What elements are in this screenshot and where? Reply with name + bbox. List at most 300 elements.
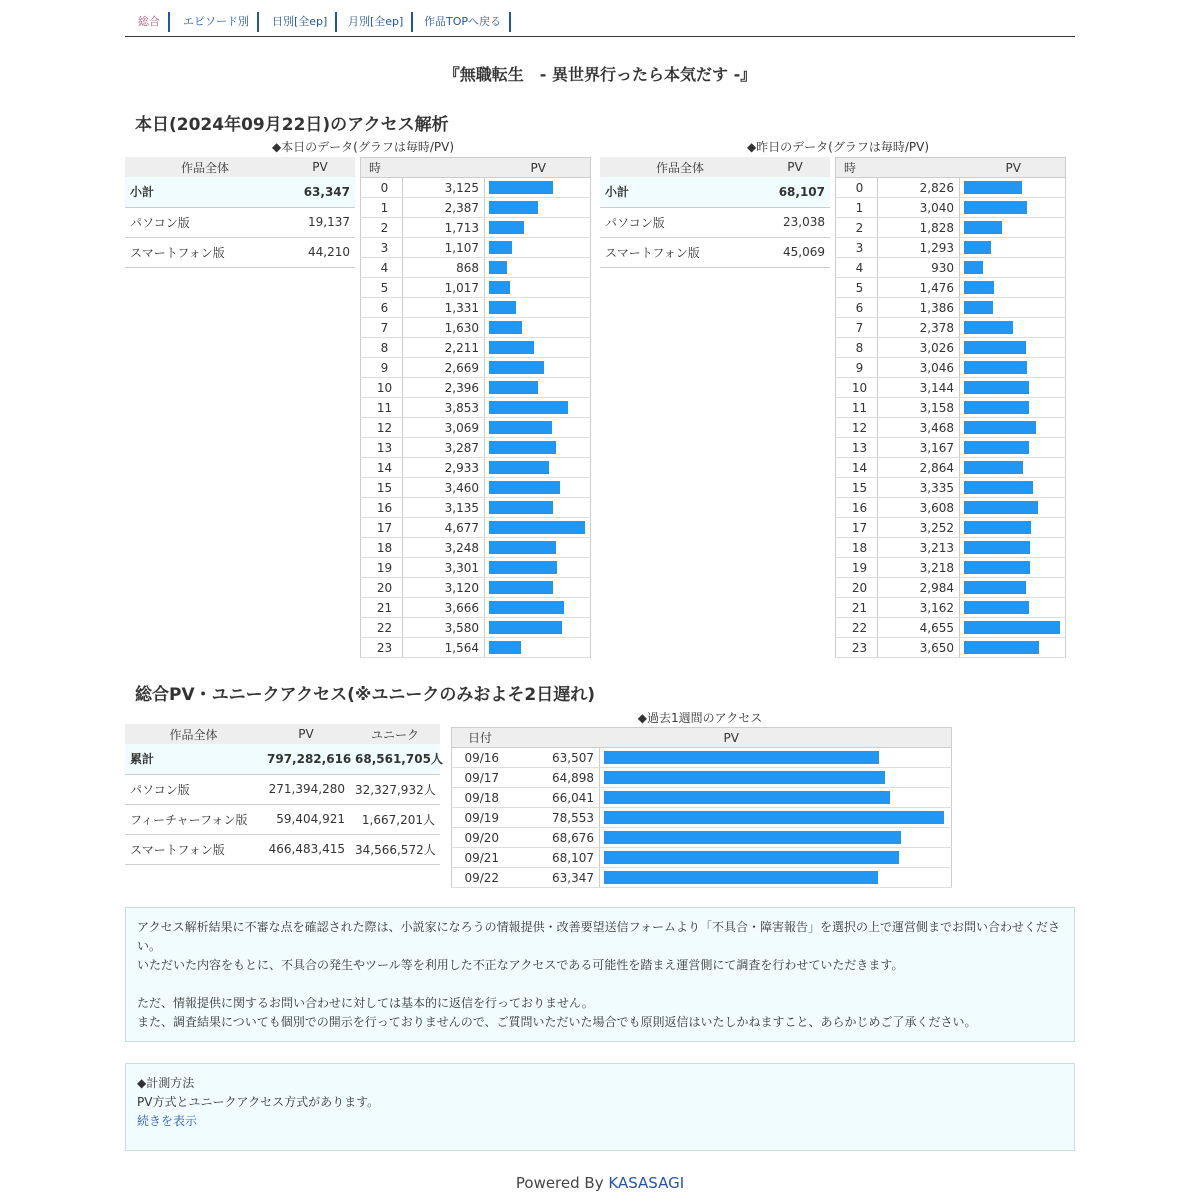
hour-row: [836, 438, 1066, 458]
summary-row-pc: [600, 207, 830, 237]
hour-label: 10: [836, 378, 878, 398]
hour-pv: 1,293: [878, 238, 960, 258]
hour-label: 20: [361, 578, 403, 598]
bar-cell: [600, 868, 952, 888]
week-pv: 68,107: [512, 848, 600, 868]
summary-label: パソコン版: [125, 207, 285, 237]
total-pv: 466,483,415: [262, 834, 350, 864]
summary-label: パソコン版: [600, 207, 760, 237]
pv-bar: [964, 261, 983, 274]
bar-cell: [485, 178, 591, 198]
bar-cell: [960, 598, 1066, 618]
bar-cell: [960, 398, 1066, 418]
hour-pv: 2,826: [878, 178, 960, 198]
summary-header-work: 作品全体: [125, 157, 285, 177]
hour-row: [836, 478, 1066, 498]
pv-bar: [489, 441, 556, 454]
hour-row: [836, 518, 1066, 538]
pv-bar: [489, 301, 516, 314]
hour-label: 2: [361, 218, 403, 238]
today-hourly-table: [360, 157, 591, 658]
hour-row: [361, 618, 591, 638]
bar-cell: [960, 378, 1066, 398]
hour-label: 7: [836, 318, 878, 338]
pv-bar: [489, 421, 552, 434]
hour-pv: 1,386: [878, 298, 960, 318]
hour-pv: 1,107: [403, 238, 485, 258]
bar-cell: [960, 298, 1066, 318]
hour-label: 16: [361, 498, 403, 518]
pv-bar: [964, 381, 1029, 394]
hour-pv: 2,396: [403, 378, 485, 398]
hour-pv: 3,460: [403, 478, 485, 498]
pv-header: PV: [878, 158, 1066, 178]
summary-label: 小計: [125, 177, 285, 207]
pv-bar: [964, 521, 1031, 534]
bar-cell: [485, 618, 591, 638]
hour-pv: 2,984: [878, 578, 960, 598]
total-label: フィーチャーフォン版: [125, 804, 262, 834]
yesterday-hourly-table: [835, 157, 1066, 658]
bar-cell: [485, 478, 591, 498]
hour-pv: 2,933: [403, 458, 485, 478]
hour-label: 22: [836, 618, 878, 638]
week-date: 09/21: [452, 848, 512, 868]
total-pv: 797,282,616: [262, 744, 350, 774]
summary-value: 63,347: [285, 177, 355, 207]
bar-cell: [485, 438, 591, 458]
summary-header-pv: PV: [760, 157, 830, 177]
pv-bar: [964, 241, 991, 254]
hour-row: [361, 478, 591, 498]
hour-label: 11: [836, 398, 878, 418]
hour-row: [361, 518, 591, 538]
hour-row: [361, 358, 591, 378]
bar-cell: [485, 358, 591, 378]
pv-bar: [964, 281, 994, 294]
total-header-unique: ユニーク: [350, 724, 440, 744]
hour-row: [361, 458, 591, 478]
hour-label: 23: [361, 638, 403, 658]
hour-pv: 3,301: [403, 558, 485, 578]
hour-pv: 2,864: [878, 458, 960, 478]
bar-cell: [485, 398, 591, 418]
hour-label: 10: [361, 378, 403, 398]
hour-pv: 1,476: [878, 278, 960, 298]
bar-cell: [485, 258, 591, 278]
pv-bar: [964, 561, 1030, 574]
hour-label: 18: [836, 538, 878, 558]
pv-bar: [489, 241, 512, 254]
hour-pv: 3,144: [878, 378, 960, 398]
hour-pv: 3,162: [878, 598, 960, 618]
pv-bar: [489, 261, 507, 274]
nav-tab-daily[interactable]: 日別[全ep]: [259, 12, 337, 32]
kasasagi-link[interactable]: KASASAGI: [608, 1174, 685, 1192]
hour-pv: 3,069: [403, 418, 485, 438]
pv-bar: [964, 441, 1029, 454]
total-header-pv: PV: [262, 724, 350, 744]
pv-bar: [489, 221, 524, 234]
total-unique: 68,561,705人: [350, 744, 440, 774]
hour-row: [836, 558, 1066, 578]
hour-row: [361, 418, 591, 438]
week-pv: 78,553: [512, 808, 600, 828]
hour-row: [361, 318, 591, 338]
week-date: 09/16: [452, 748, 512, 768]
hour-row: [836, 318, 1066, 338]
hour-label: 20: [836, 578, 878, 598]
pv-bar: [489, 521, 585, 534]
hour-pv: 930: [878, 258, 960, 278]
hour-pv: 2,378: [878, 318, 960, 338]
bar-cell: [960, 518, 1066, 538]
hour-label: 18: [361, 538, 403, 558]
summary-value: 68,107: [760, 177, 830, 207]
week-pv: 63,347: [512, 868, 600, 888]
summary-label: 小計: [600, 177, 760, 207]
method-box: [125, 1063, 1075, 1151]
summary-row-smartphone: [125, 237, 355, 267]
hour-label: 3: [836, 238, 878, 258]
hour-row: [836, 238, 1066, 258]
pv-bar: [604, 771, 885, 784]
pv-header: PV: [403, 158, 591, 178]
summary-value: 23,038: [760, 207, 830, 237]
hour-pv: 1,017: [403, 278, 485, 298]
bar-cell: [960, 498, 1066, 518]
pv-bar: [489, 201, 538, 214]
show-more-link[interactable]: 続きを表示: [137, 1114, 198, 1128]
pv-bar: [964, 461, 1023, 474]
hour-row: [836, 578, 1066, 598]
footer: [0, 1174, 1200, 1192]
week-row: [452, 768, 952, 788]
hour-row: [361, 238, 591, 258]
hour-pv: 3,335: [878, 478, 960, 498]
method-title: ◆計測方法: [137, 1076, 195, 1090]
bar-cell: [960, 318, 1066, 338]
week-header-date: 日付: [452, 728, 512, 748]
bar-cell: [960, 578, 1066, 598]
hour-row: [361, 498, 591, 518]
bar-cell: [485, 518, 591, 538]
bar-cell: [600, 808, 952, 828]
hour-label: 19: [836, 558, 878, 578]
summary-value: 45,069: [760, 237, 830, 267]
bar-cell: [485, 558, 591, 578]
total-summary-table: [125, 724, 443, 865]
hour-row: [836, 498, 1066, 518]
hour-pv: 3,046: [878, 358, 960, 378]
week-date: 09/18: [452, 788, 512, 808]
pv-bar: [964, 581, 1026, 594]
top-nav: [125, 10, 1075, 37]
total-row-featurephone: [125, 804, 440, 834]
hour-pv: 868: [403, 258, 485, 278]
hour-label: 17: [361, 518, 403, 538]
total-unique: 32,327,932人: [350, 774, 440, 804]
hour-row: [836, 398, 1066, 418]
today-summary-table: [125, 157, 355, 268]
nav-tab-overview[interactable]: 総合: [125, 12, 170, 32]
total-section-title: 総合PV・ユニークアクセス(※ユニークのみおよそ2日遅れ): [135, 685, 595, 705]
pv-bar: [964, 641, 1039, 654]
method-text: PV方式とユニークアクセス方式があります。: [137, 1095, 380, 1109]
total-row-cumulative: [125, 744, 440, 774]
pv-bar: [489, 461, 549, 474]
total-header-work: 作品全体: [125, 724, 262, 744]
pv-bar: [964, 301, 993, 314]
hour-label: 14: [361, 458, 403, 478]
hour-pv: 3,650: [878, 638, 960, 658]
week-pv: 63,507: [512, 748, 600, 768]
pv-bar: [604, 811, 944, 824]
bar-cell: [485, 218, 591, 238]
page-title: 『無職転生 - 異世界行ったら本気だす -』: [443, 65, 757, 84]
hour-pv: 3,135: [403, 498, 485, 518]
hour-label: 21: [361, 598, 403, 618]
yesterday-caption: ◆昨日のデータ(グラフは毎時/PV): [746, 140, 930, 154]
week-table: [451, 727, 952, 888]
notice-line: ただ、情報提供に関するお問い合わせに対しては基本的に返信を行っておりません。: [137, 996, 594, 1010]
pv-bar: [604, 751, 879, 764]
pv-bar: [964, 181, 1022, 194]
hour-label: 1: [361, 198, 403, 218]
hour-row: [361, 438, 591, 458]
hour-row: [361, 178, 591, 198]
hour-pv: 3,026: [878, 338, 960, 358]
pv-bar: [604, 871, 878, 884]
bar-cell: [485, 298, 591, 318]
bar-cell: [485, 458, 591, 478]
pv-bar: [964, 621, 1060, 634]
bar-cell: [485, 578, 591, 598]
pv-bar: [489, 321, 522, 334]
bar-cell: [600, 848, 952, 868]
hour-label: 2: [836, 218, 878, 238]
notice-box: [125, 907, 1075, 1042]
hour-row: [836, 598, 1066, 618]
hour-label: 12: [361, 418, 403, 438]
bar-cell: [600, 768, 952, 788]
pv-bar: [489, 501, 553, 514]
hour-label: 8: [361, 338, 403, 358]
hour-row: [361, 598, 591, 618]
pv-bar: [489, 401, 568, 414]
hour-pv: 1,828: [878, 218, 960, 238]
notice-line: アクセス解析結果に不審な点を確認された際は、小説家になろうの情報提供・改善要望送信フォームより「不具合・障害報告」を選択の上で運営側までお問い合わせください。: [137, 920, 1061, 953]
pv-bar: [964, 541, 1030, 554]
hour-row: [361, 398, 591, 418]
total-pv: 271,394,280: [262, 774, 350, 804]
hour-header: 時: [361, 158, 403, 178]
today-caption: ◆本日のデータ(グラフは毎時/PV): [271, 140, 455, 154]
week-date: 09/17: [452, 768, 512, 788]
bar-cell: [960, 358, 1066, 378]
week-row: [452, 788, 952, 808]
hour-row: [361, 218, 591, 238]
total-unique: 34,566,572人: [350, 834, 440, 864]
pv-bar: [604, 791, 890, 804]
pv-bar: [489, 341, 534, 354]
nav-tab-monthly[interactable]: 月別[全ep]: [335, 12, 413, 32]
footer-prefix: Powered By: [515, 1174, 604, 1192]
hour-label: 6: [361, 298, 403, 318]
hour-row: [836, 458, 1066, 478]
summary-label: スマートフォン版: [125, 237, 285, 267]
pv-bar: [489, 641, 521, 654]
hour-row: [361, 558, 591, 578]
hour-row: [836, 198, 1066, 218]
nav-back-to-top[interactable]: 作品TOPへ戻る: [411, 12, 511, 32]
hour-label: 4: [836, 258, 878, 278]
bar-cell: [960, 478, 1066, 498]
hour-row: [836, 618, 1066, 638]
hour-label: 7: [361, 318, 403, 338]
hour-label: 4: [361, 258, 403, 278]
summary-header-pv: PV: [285, 157, 355, 177]
summary-row-smartphone: [600, 237, 830, 267]
pv-bar: [489, 561, 557, 574]
hour-pv: 3,218: [878, 558, 960, 578]
bar-cell: [960, 418, 1066, 438]
pv-bar: [964, 361, 1027, 374]
hour-label: 14: [836, 458, 878, 478]
bar-cell: [485, 338, 591, 358]
bar-cell: [600, 748, 952, 768]
hour-pv: 4,655: [878, 618, 960, 638]
hour-row: [361, 198, 591, 218]
pv-bar: [489, 581, 553, 594]
hour-row: [361, 378, 591, 398]
bar-cell: [485, 598, 591, 618]
bar-cell: [960, 198, 1066, 218]
bar-cell: [485, 278, 591, 298]
total-label: 累計: [125, 744, 262, 774]
hour-pv: 2,211: [403, 338, 485, 358]
total-row-smartphone: [125, 834, 440, 864]
hour-pv: 3,252: [878, 518, 960, 538]
hour-row: [361, 298, 591, 318]
hour-row: [836, 418, 1066, 438]
bar-cell: [960, 218, 1066, 238]
bar-cell: [485, 538, 591, 558]
week-pv: 66,041: [512, 788, 600, 808]
hour-pv: 3,287: [403, 438, 485, 458]
nav-tab-episodes[interactable]: エピソード別: [170, 12, 259, 32]
today-section-title: 本日(2024年09月22日)のアクセス解析: [135, 115, 449, 135]
week-row: [452, 748, 952, 768]
week-date: 09/19: [452, 808, 512, 828]
summary-label: スマートフォン版: [600, 237, 760, 267]
bar-cell: [485, 198, 591, 218]
bar-cell: [485, 238, 591, 258]
hour-pv: 1,630: [403, 318, 485, 338]
week-pv: 68,676: [512, 828, 600, 848]
hour-row: [836, 278, 1066, 298]
hour-pv: 3,608: [878, 498, 960, 518]
hour-label: 1: [836, 198, 878, 218]
bar-cell: [960, 278, 1066, 298]
hour-row: [361, 338, 591, 358]
pv-bar: [964, 421, 1036, 434]
total-row-pc: [125, 774, 440, 804]
hour-pv: 3,666: [403, 598, 485, 618]
hour-pv: 3,158: [878, 398, 960, 418]
hour-pv: 3,580: [403, 618, 485, 638]
pv-bar: [489, 181, 553, 194]
hour-pv: 2,669: [403, 358, 485, 378]
hour-label: 11: [361, 398, 403, 418]
pv-bar: [489, 381, 538, 394]
total-pv: 59,404,921: [262, 804, 350, 834]
yesterday-summary-table: [600, 157, 830, 268]
hour-pv: 3,248: [403, 538, 485, 558]
summary-value: 19,137: [285, 207, 355, 237]
summary-header-work: 作品全体: [600, 157, 760, 177]
hour-pv: 3,167: [878, 438, 960, 458]
pv-bar: [604, 831, 901, 844]
bar-cell: [960, 538, 1066, 558]
hour-pv: 3,040: [878, 198, 960, 218]
hour-row: [836, 298, 1066, 318]
bar-cell: [960, 458, 1066, 478]
hour-label: 16: [836, 498, 878, 518]
hour-label: 5: [361, 278, 403, 298]
pv-bar: [964, 481, 1033, 494]
bar-cell: [960, 438, 1066, 458]
pv-bar: [489, 481, 560, 494]
pv-bar: [489, 281, 510, 294]
pv-bar: [489, 361, 544, 374]
bar-cell: [485, 498, 591, 518]
bar-cell: [960, 258, 1066, 278]
hour-pv: 3,853: [403, 398, 485, 418]
hour-header: 時: [836, 158, 878, 178]
hour-label: 13: [836, 438, 878, 458]
pv-bar: [604, 851, 899, 864]
hour-label: 19: [361, 558, 403, 578]
bar-cell: [960, 558, 1066, 578]
bar-cell: [485, 318, 591, 338]
hour-label: 9: [361, 358, 403, 378]
notice-line: また、調査結果についても個別での開示を行っておりませんので、ご質問いただいた場合でも原則返信はいたしかねますこと、あらかじめご了承ください。: [137, 1015, 977, 1029]
hour-row: [361, 278, 591, 298]
hour-row: [836, 638, 1066, 658]
hour-row: [836, 258, 1066, 278]
bar-cell: [960, 618, 1066, 638]
pv-bar: [964, 401, 1029, 414]
hour-label: 23: [836, 638, 878, 658]
hour-label: 15: [836, 478, 878, 498]
summary-row-subtotal: [125, 177, 355, 207]
pv-bar: [489, 601, 564, 614]
hour-label: 9: [836, 358, 878, 378]
bar-cell: [960, 338, 1066, 358]
week-date: 09/22: [452, 868, 512, 888]
hour-label: 3: [361, 238, 403, 258]
week-header-pv: PV: [512, 728, 952, 748]
total-label: スマートフォン版: [125, 834, 262, 864]
hour-pv: 3,468: [878, 418, 960, 438]
pv-bar: [964, 201, 1027, 214]
bar-cell: [485, 378, 591, 398]
week-date: 09/20: [452, 828, 512, 848]
hour-pv: 3,125: [403, 178, 485, 198]
hour-label: 0: [836, 178, 878, 198]
hour-label: 13: [361, 438, 403, 458]
